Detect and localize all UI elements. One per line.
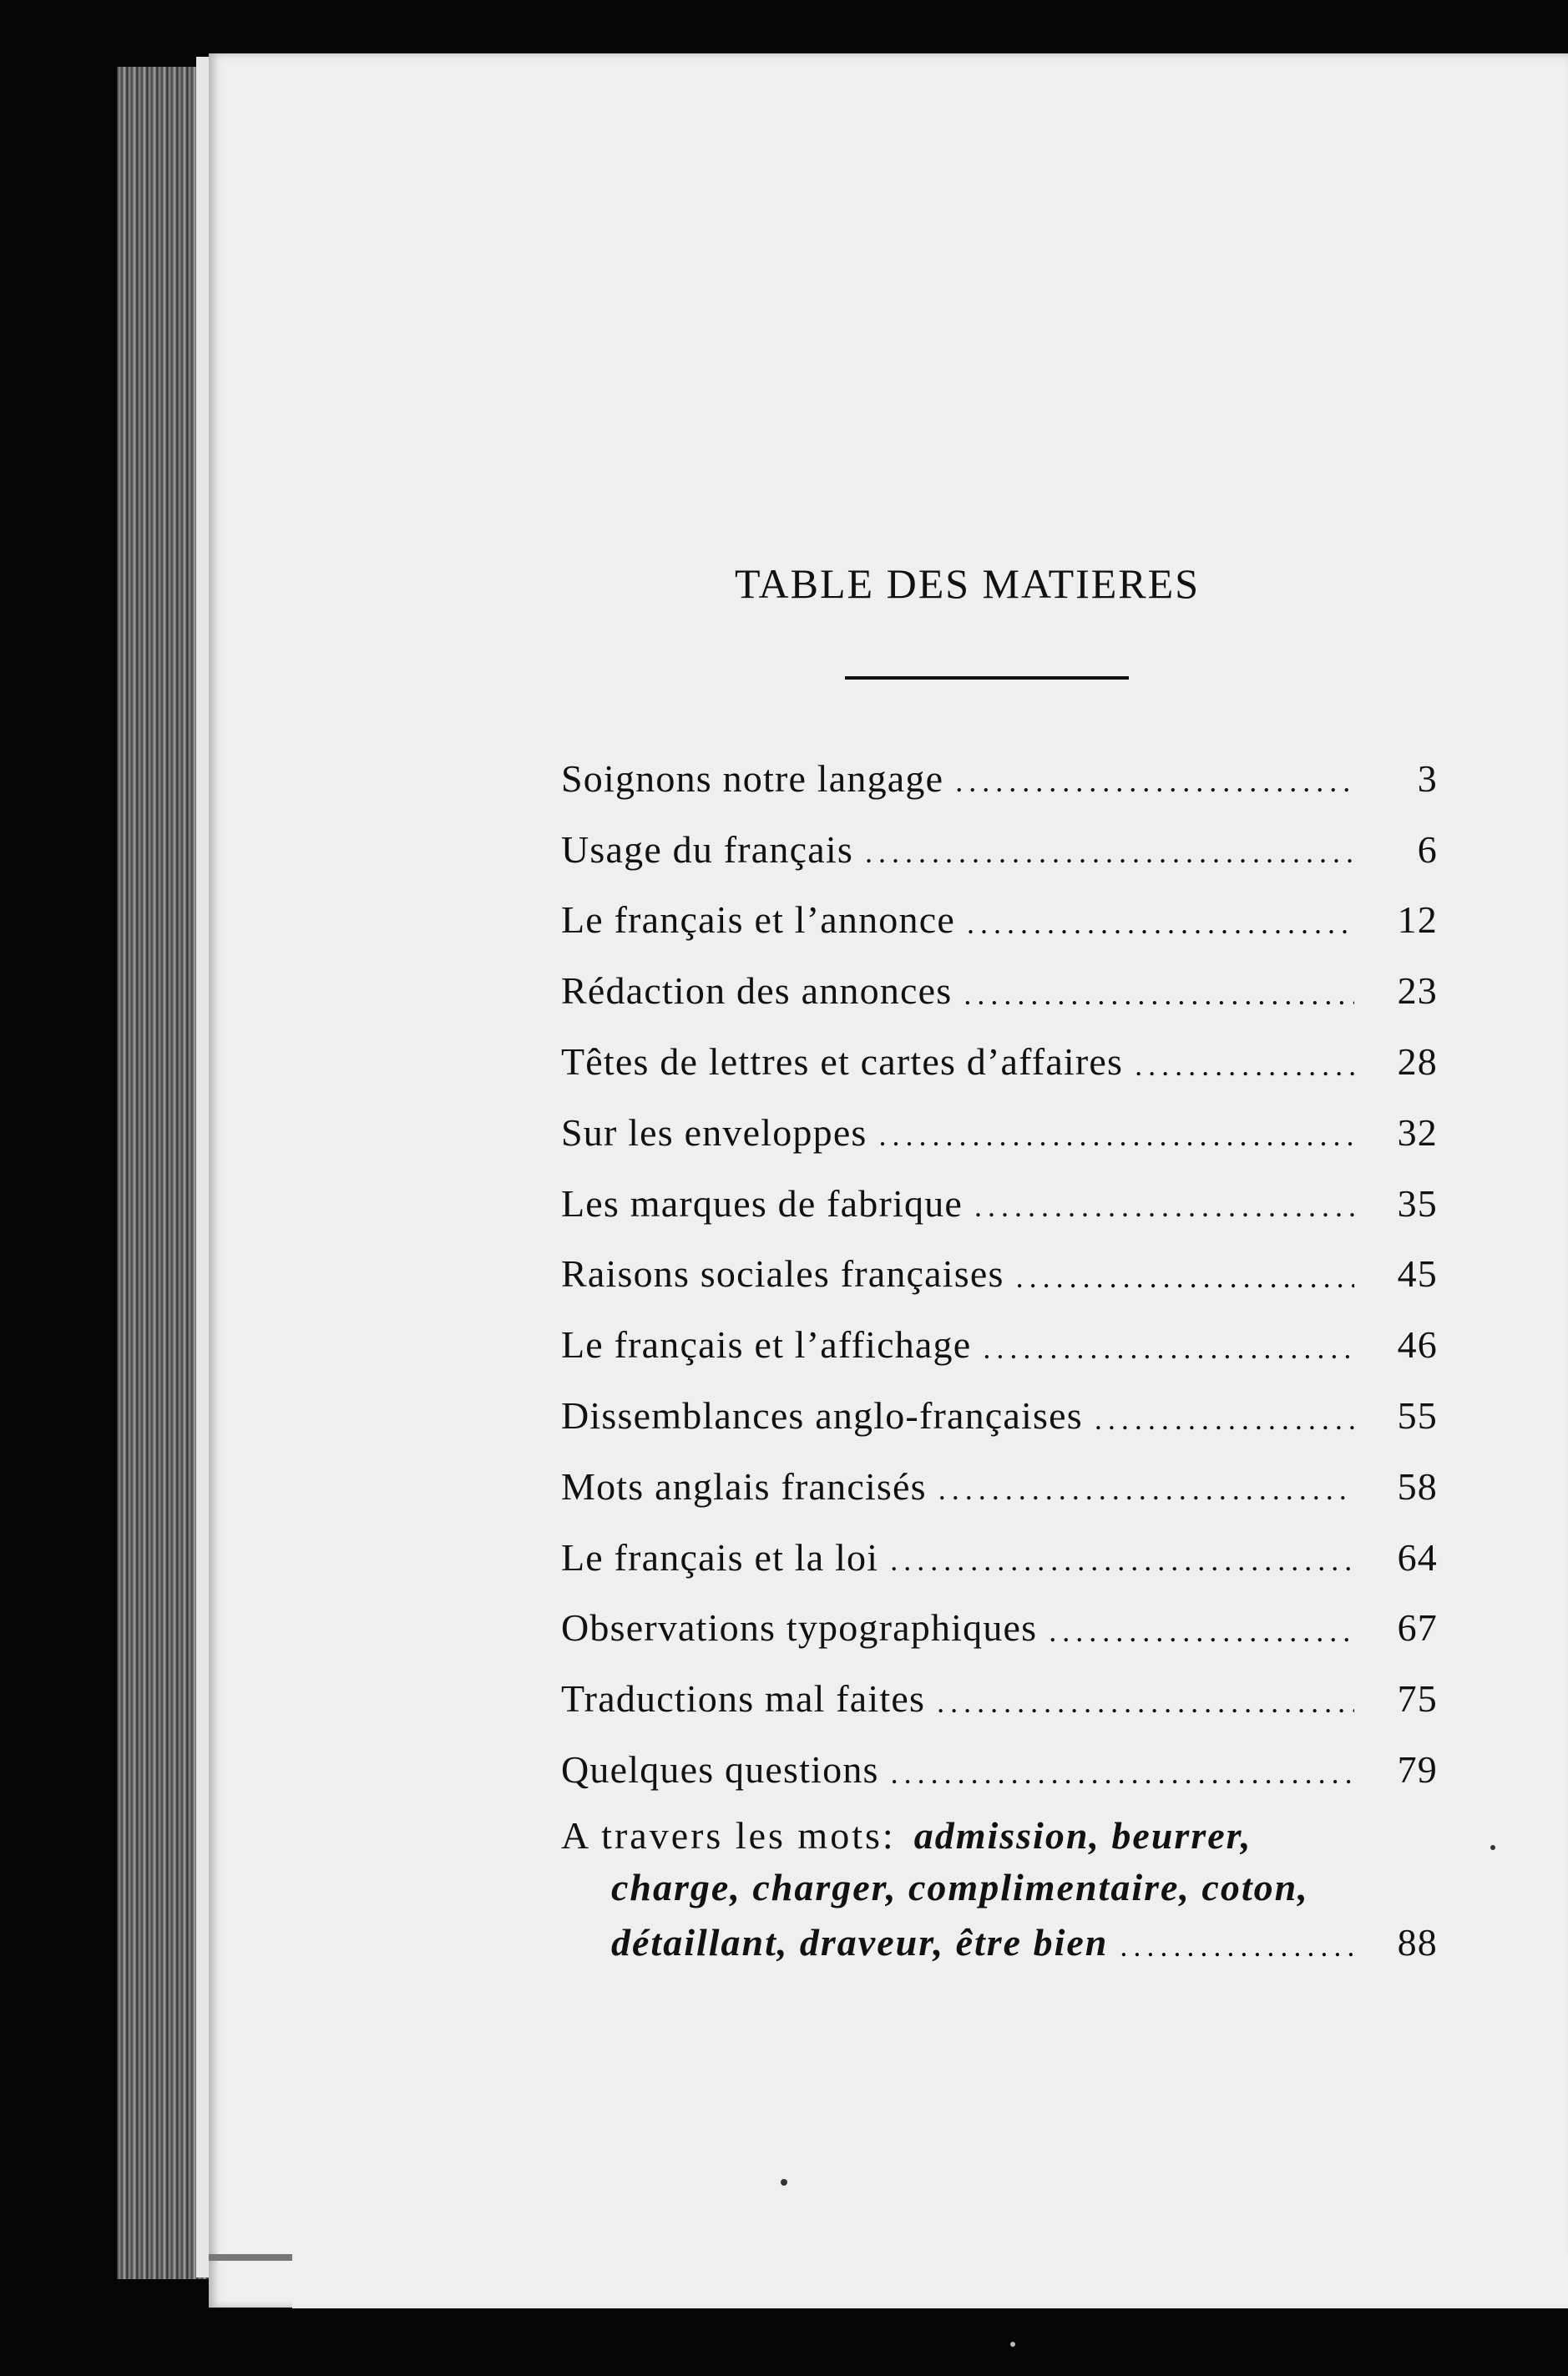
toc-entry-title: Le français et l’annonce [561, 898, 955, 942]
toc-entry-line [561, 1862, 1438, 1913]
toc-entry [561, 814, 1438, 885]
dot-leader [955, 764, 1354, 799]
toc-entry [561, 1380, 1438, 1451]
toc-entry-page: 23 [1397, 969, 1438, 1013]
title-rule [845, 676, 1129, 680]
toc-entry-page: 35 [1397, 1181, 1438, 1225]
toc-entry [561, 1522, 1438, 1593]
dot-leader [964, 977, 1354, 1012]
toc-entry [561, 1309, 1438, 1380]
toc-entry-page: 6 [1417, 827, 1438, 871]
toc-entry-title: Le français et la loi [561, 1535, 879, 1579]
toc-entry-italic-text: détaillant, draveur, être bien [611, 1920, 1109, 1964]
dot-leader [879, 1118, 1354, 1153]
toc-entry-page: 46 [1397, 1323, 1438, 1367]
toc-entry [561, 1239, 1438, 1310]
toc-entry-page: 75 [1397, 1677, 1438, 1721]
toc-entry-title: Dissemblances anglo-françaises [561, 1394, 1083, 1438]
dot-leader [967, 906, 1354, 941]
toc-entry-title: Rédaction des annonces [561, 969, 953, 1013]
dot-leader [938, 1472, 1354, 1507]
toc-entry [561, 1168, 1438, 1239]
toc-entry-page: 12 [1397, 898, 1438, 942]
toc-entry-page: 88 [1397, 1920, 1438, 1964]
dot-leader [1049, 1614, 1354, 1649]
toc-entry-page: 45 [1397, 1252, 1438, 1296]
toc-entry-page: 67 [1397, 1606, 1438, 1650]
dot-leader [1016, 1260, 1354, 1295]
toc-entry-title: Le français et l’affichage [561, 1323, 972, 1367]
dot-leader [983, 1331, 1354, 1366]
toc-entry-page: 3 [1417, 756, 1438, 800]
toc-entry-page: 79 [1397, 1748, 1438, 1792]
toc-entry-title: Usage du français [561, 827, 853, 871]
scan-speck [781, 2179, 787, 2186]
toc-entry-title: Têtes de lettres et cartes d’affaires [561, 1040, 1124, 1084]
page-title: TABLE DES MATIERES [735, 560, 1200, 607]
toc-entry-multiline [561, 1810, 1438, 1972]
dot-leader [891, 1756, 1354, 1791]
toc-entry [561, 955, 1438, 1026]
scan-speck [1490, 1845, 1495, 1850]
toc-entry [561, 1593, 1438, 1664]
toc-entry [561, 1663, 1438, 1734]
toc-entry [561, 1451, 1438, 1522]
dot-leader [974, 1189, 1354, 1224]
toc-entry [561, 1734, 1438, 1805]
dot-leader [937, 1685, 1354, 1720]
toc-entry-title: Raisons sociales françaises [561, 1252, 1004, 1296]
dot-leader [1120, 1920, 1354, 1972]
toc-entry-page: 28 [1397, 1040, 1438, 1084]
toc-entry-title: Sur les enveloppes [561, 1110, 867, 1154]
dot-leader [890, 1543, 1354, 1578]
toc-entry [561, 885, 1438, 956]
dot-leader [1135, 1048, 1354, 1083]
toc-entry-title: Les marques de fabrique [561, 1181, 964, 1225]
toc-entry-page: 64 [1397, 1535, 1438, 1579]
toc-entry-prefix: A travers les mots: [561, 1813, 896, 1857]
toc-entry [561, 1026, 1438, 1097]
toc-entry-line [561, 1913, 1438, 1972]
dot-leader [1095, 1402, 1354, 1437]
toc-entry-italic-text: admission, beurrer, [913, 1813, 1252, 1857]
toc-entry-italic-text: charge, charger, complimentaire, coton, [611, 1865, 1309, 1908]
toc-entry-title: Soignons notre langage [561, 756, 944, 800]
table-of-contents [561, 743, 1438, 1972]
toc-entry-title: Mots anglais francisés [561, 1464, 927, 1508]
toc-entry-page: 55 [1397, 1394, 1438, 1438]
toc-entry-page: 58 [1397, 1464, 1438, 1508]
dot-leader [865, 835, 1354, 870]
toc-entry-line [561, 1810, 1438, 1862]
page-bottom-step [292, 2254, 1568, 2308]
page-bottom-edge [209, 2254, 292, 2261]
toc-entry-title: Observations typographiques [561, 1606, 1038, 1650]
book-spine-edge [117, 67, 209, 2279]
toc-entry-page: 32 [1397, 1110, 1438, 1154]
toc-entry-title: Quelques questions [561, 1748, 879, 1792]
toc-entry [561, 743, 1438, 814]
toc-entry-title: Traductions mal faites [561, 1677, 926, 1721]
toc-entry [561, 1097, 1438, 1168]
scan-speck [1010, 2342, 1015, 2347]
